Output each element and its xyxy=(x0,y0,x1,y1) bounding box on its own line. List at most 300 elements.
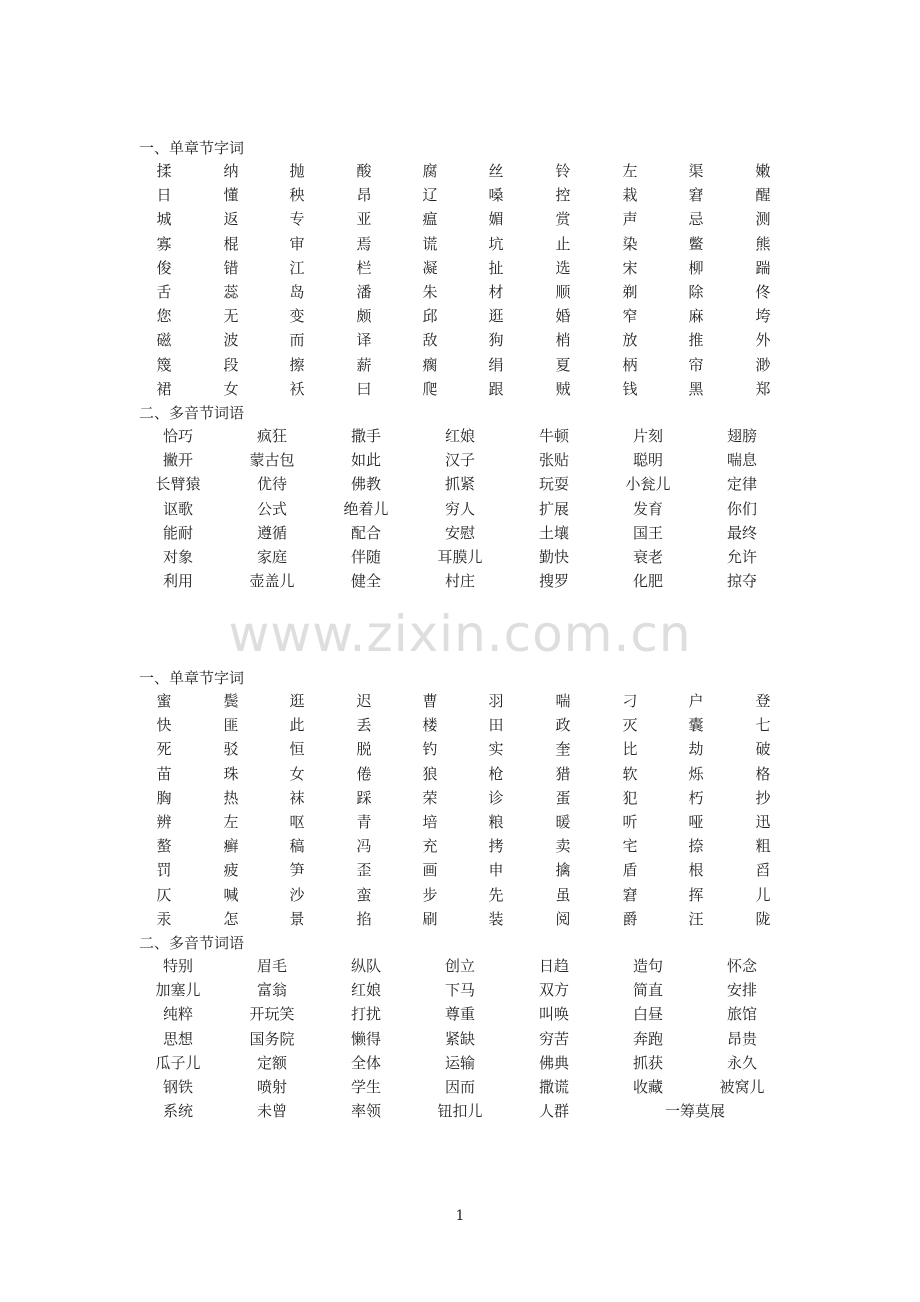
grid-cell: 迅 xyxy=(755,813,771,831)
grid-cell: 景 xyxy=(289,909,305,928)
grid-cell: 扯 xyxy=(488,258,504,277)
grid-cell: 国务院 xyxy=(249,1029,295,1048)
grid-cell: 变 xyxy=(289,307,305,326)
grid-cell: 喷射 xyxy=(256,1078,287,1096)
grid-cell: 富翁 xyxy=(256,981,287,1000)
grid-cell: 梢 xyxy=(555,331,571,350)
grid-cell: 城 xyxy=(156,210,172,229)
grid-cell: 选 xyxy=(555,258,571,277)
grid-cell: 喘 xyxy=(555,692,571,710)
grid-cell: 简直 xyxy=(632,981,663,1000)
grid-cell: 迟 xyxy=(356,692,372,710)
grid-cell: 格 xyxy=(755,764,771,783)
grid-cell: 佟 xyxy=(755,283,771,301)
grid-cell: 片刻 xyxy=(632,427,663,445)
grid-cell: 邱 xyxy=(422,307,438,326)
grid-cell: 疯狂 xyxy=(256,427,287,445)
grid-cell: 曰 xyxy=(356,379,372,398)
grid-cell: 女 xyxy=(223,379,239,398)
grid-cell: 瘸 xyxy=(422,355,438,374)
grid-cell: 麻 xyxy=(688,307,704,326)
grid-cell: 蛋 xyxy=(555,788,571,807)
grid-row xyxy=(0,861,920,881)
grid-cell: 罚 xyxy=(156,861,172,880)
grid-cell: 蒙古包 xyxy=(249,451,295,470)
grid-cell: 申 xyxy=(488,861,504,880)
grid-row xyxy=(0,524,920,544)
grid-cell: 舌 xyxy=(156,283,172,301)
grid-row xyxy=(0,548,920,568)
grid-cell: 你们 xyxy=(726,499,757,518)
grid-cell: 一筹莫展 xyxy=(664,1102,725,1121)
grid-cell: 掠夺 xyxy=(726,572,757,591)
grid-cell: 步 xyxy=(422,885,438,904)
grid-cell: 仄 xyxy=(156,885,172,904)
grid-cell: 翅膀 xyxy=(726,427,757,445)
grid-cell: 段 xyxy=(223,355,239,374)
grid-row xyxy=(0,427,920,447)
grid-cell: 奎 xyxy=(555,740,571,759)
grid-cell: 审 xyxy=(289,234,305,253)
grid-cell: 柳 xyxy=(688,258,704,277)
grid-cell: 焉 xyxy=(356,234,372,253)
grid-cell: 装 xyxy=(488,909,504,928)
grid-cell: 楼 xyxy=(422,716,438,735)
grid-cell: 敌 xyxy=(422,331,438,350)
grid-cell: 伴随 xyxy=(350,548,381,566)
grid-cell: 刁 xyxy=(622,692,638,710)
grid-cell: 比 xyxy=(622,740,638,759)
grid-cell: 疲 xyxy=(223,861,239,880)
grid-cell: 钢铁 xyxy=(162,1078,193,1096)
grid-cell: 匪 xyxy=(223,716,239,735)
grid-cell: 未曾 xyxy=(256,1102,287,1121)
page-number: 1 xyxy=(455,1208,465,1224)
grid-cell: 癣 xyxy=(223,837,239,856)
grid-cell: 挥 xyxy=(688,885,704,904)
grid-cell: 丝 xyxy=(488,162,504,180)
grid-row xyxy=(0,910,920,930)
grid-cell: 勤快 xyxy=(538,548,569,566)
grid-cell: 白昼 xyxy=(632,1005,663,1024)
grid-cell: 玩耍 xyxy=(538,475,569,494)
grid-cell: 波 xyxy=(223,331,239,350)
grid-cell: 郑 xyxy=(755,379,771,398)
grid-cell: 撒谎 xyxy=(538,1078,569,1096)
grid-cell: 爬 xyxy=(422,379,438,398)
grid-cell: 辽 xyxy=(422,186,438,205)
grid-cell: 佛典 xyxy=(538,1053,569,1072)
grid-cell: 脱 xyxy=(356,740,372,759)
grid-cell: 系统 xyxy=(162,1102,193,1121)
grid-cell: 栽 xyxy=(622,186,638,205)
grid-cell: 夏 xyxy=(555,355,571,374)
grid-cell: 左 xyxy=(223,813,239,831)
grid-row xyxy=(0,813,920,833)
grid-cell: 人群 xyxy=(538,1102,569,1121)
grid-cell: 劫 xyxy=(688,740,704,759)
grid-cell: 宋 xyxy=(622,258,638,277)
grid-cell: 热 xyxy=(223,788,239,807)
grid-cell: 篾 xyxy=(156,355,172,374)
grid-cell: 踩 xyxy=(356,788,372,807)
grid-cell: 颇 xyxy=(356,307,372,326)
grid-cell: 狼 xyxy=(422,764,438,783)
grid-cell: 因而 xyxy=(444,1078,475,1096)
grid-cell: 顺 xyxy=(555,283,571,301)
grid-cell: 软 xyxy=(622,764,638,783)
grid-row xyxy=(0,380,920,400)
grid-cell: 对象 xyxy=(162,548,193,566)
grid-row xyxy=(0,981,920,1001)
grid-cell: 安排 xyxy=(726,981,757,1000)
grid-cell: 醒 xyxy=(755,186,771,205)
grid-cell: 紧缺 xyxy=(444,1029,475,1048)
grid-cell: 腐 xyxy=(422,162,438,180)
grid-cell: 率领 xyxy=(350,1102,381,1121)
grid-cell: 稿 xyxy=(289,837,305,856)
grid-cell: 纳 xyxy=(223,162,239,180)
grid-cell: 家庭 xyxy=(256,548,287,566)
grid-cell: 先 xyxy=(488,885,504,904)
grid-cell: 女 xyxy=(289,764,305,783)
grid-cell: 穷苦 xyxy=(538,1029,569,1048)
grid-cell: 尊重 xyxy=(444,1005,475,1024)
grid-cell: 聪明 xyxy=(632,451,663,470)
grid-cell: 烁 xyxy=(688,764,704,783)
grid-cell: 盾 xyxy=(622,861,638,880)
grid-cell: 抛 xyxy=(289,162,305,180)
grid-cell: 丢 xyxy=(356,716,372,735)
grid-cell: 抄 xyxy=(755,788,771,807)
grid-cell: 朽 xyxy=(688,788,704,807)
grid-cell: 曹 xyxy=(422,692,438,710)
grid-cell: 暖 xyxy=(555,813,571,831)
grid-cell: 国王 xyxy=(632,523,663,542)
grid-cell: 擦 xyxy=(289,355,305,374)
grid-cell: 定律 xyxy=(726,475,757,494)
grid-cell: 歪 xyxy=(356,861,372,880)
grid-cell: 奔跑 xyxy=(632,1029,663,1048)
grid-cell: 无 xyxy=(223,307,239,326)
grid-cell: 窘 xyxy=(622,885,638,904)
grid-cell: 喘息 xyxy=(726,451,757,470)
grid-cell: 小瓮儿 xyxy=(625,475,671,494)
grid-cell: 渺 xyxy=(755,355,771,374)
grid-cell: 被窝儿 xyxy=(719,1078,765,1096)
grid-cell: 如此 xyxy=(350,451,381,470)
grid-cell: 磁 xyxy=(156,331,172,350)
grid-cell: 辨 xyxy=(156,813,172,831)
grid-row xyxy=(0,475,920,495)
grid-cell: 枪 xyxy=(488,764,504,783)
grid-row xyxy=(0,765,920,785)
grid-cell: 儿 xyxy=(755,885,771,904)
grid-cell: 汞 xyxy=(156,909,172,928)
grid-cell: 能耐 xyxy=(162,523,193,542)
grid-cell: 叫唤 xyxy=(538,1005,569,1024)
grid-cell: 俊 xyxy=(156,258,172,277)
grid-cell: 窄 xyxy=(622,307,638,326)
grid-cell: 岛 xyxy=(289,283,305,301)
grid-cell: 染 xyxy=(622,234,638,253)
grid-row xyxy=(0,692,920,712)
grid-cell: 赏 xyxy=(555,210,571,229)
grid-cell: 外 xyxy=(755,331,771,350)
grid-cell: 囊 xyxy=(688,716,704,735)
grid-cell: 薪 xyxy=(356,355,372,374)
grid-cell: 酸 xyxy=(356,162,372,180)
grid-cell: 拷 xyxy=(488,837,504,856)
grid-cell: 壶盖儿 xyxy=(249,572,295,591)
grid-cell: 画 xyxy=(422,861,438,880)
grid-row xyxy=(0,1078,920,1098)
grid-cell: 剃 xyxy=(622,283,638,301)
grid-cell: 全体 xyxy=(350,1053,381,1072)
grid-cell: 黑 xyxy=(688,379,704,398)
grid-cell: 珠 xyxy=(223,764,239,783)
grid-row xyxy=(0,886,920,906)
grid-cell: 材 xyxy=(488,283,504,301)
grid-cell: 捺 xyxy=(688,837,704,856)
grid-cell: 踹 xyxy=(755,258,771,277)
grid-cell: 村庄 xyxy=(444,572,475,591)
grid-cell: 冯 xyxy=(356,837,372,856)
grid-row xyxy=(0,235,920,255)
grid-cell: 陇 xyxy=(755,909,771,928)
grid-cell: 昂贵 xyxy=(726,1029,757,1048)
grid-row xyxy=(0,572,920,592)
grid-cell: 佛教 xyxy=(350,475,381,494)
grid-cell: 特别 xyxy=(162,957,193,975)
grid-cell: 媚 xyxy=(488,210,504,229)
grid-row xyxy=(0,1102,920,1122)
grid-cell: 健全 xyxy=(350,572,381,591)
grid-cell: 穷人 xyxy=(444,499,475,518)
grid-row xyxy=(0,259,920,279)
grid-cell: 坑 xyxy=(488,234,504,253)
grid-cell: 专 xyxy=(289,210,305,229)
grid-cell: 逛 xyxy=(289,692,305,710)
grid-cell: 优待 xyxy=(256,475,287,494)
grid-cell: 造句 xyxy=(632,957,663,975)
grid-cell: 运输 xyxy=(444,1053,475,1072)
grid-cell: 红娘 xyxy=(444,427,475,445)
grid-cell: 纯粹 xyxy=(162,1005,193,1024)
grid-cell: 充 xyxy=(422,837,438,856)
grid-cell: 加塞儿 xyxy=(155,981,201,1000)
grid-cell: 逛 xyxy=(488,307,504,326)
grid-cell: 听 xyxy=(622,813,638,831)
grid-cell: 忌 xyxy=(688,210,704,229)
grid-cell: 螯 xyxy=(156,837,172,856)
grid-cell: 开玩笑 xyxy=(249,1005,295,1024)
grid-cell: 垮 xyxy=(755,307,771,326)
grid-cell: 贼 xyxy=(555,379,571,398)
grid-cell: 创立 xyxy=(444,957,475,975)
grid-cell: 笋 xyxy=(289,861,305,880)
grid-cell: 渠 xyxy=(688,162,704,180)
grid-row xyxy=(0,283,920,303)
grid-cell: 返 xyxy=(223,210,239,229)
grid-cell: 您 xyxy=(156,307,172,326)
grid-cell: 潘 xyxy=(356,283,372,301)
grid-cell: 声 xyxy=(622,210,638,229)
grid-cell: 钱 xyxy=(622,379,638,398)
grid-cell: 耳膜儿 xyxy=(437,548,483,566)
grid-cell: 日趋 xyxy=(538,957,569,975)
grid-cell: 亚 xyxy=(356,210,372,229)
grid-cell: 蛮 xyxy=(356,885,372,904)
grid-cell: 撒手 xyxy=(350,427,381,445)
grid-cell: 实 xyxy=(488,740,504,759)
grid-cell: 江 xyxy=(289,258,305,277)
grid-cell: 红娘 xyxy=(350,981,381,1000)
grid-cell: 思想 xyxy=(162,1029,193,1048)
grid-cell: 寡 xyxy=(156,234,172,253)
grid-cell: 张贴 xyxy=(538,451,569,470)
grid-cell: 狗 xyxy=(488,331,504,350)
grid-cell: 眉毛 xyxy=(256,957,287,975)
grid-cell: 土壤 xyxy=(538,523,569,542)
grid-cell: 昂 xyxy=(356,186,372,205)
grid-cell: 牛顿 xyxy=(538,427,569,445)
grid-cell: 爵 xyxy=(622,909,638,928)
grid-cell: 蕊 xyxy=(223,283,239,301)
grid-cell: 倦 xyxy=(356,764,372,783)
grid-row xyxy=(0,957,920,977)
grid-cell: 粗 xyxy=(755,837,771,856)
grid-cell: 户 xyxy=(688,692,704,710)
grid-cell: 利用 xyxy=(162,572,193,591)
grid-cell: 袄 xyxy=(289,379,305,398)
grid-cell: 帘 xyxy=(688,355,704,374)
grid-row xyxy=(0,740,920,760)
grid-cell: 鳖 xyxy=(688,234,704,253)
grid-cell: 译 xyxy=(356,331,372,350)
grid-cell: 允许 xyxy=(726,548,757,566)
grid-cell: 错 xyxy=(223,258,239,277)
grid-cell: 窘 xyxy=(688,186,704,205)
grid-row xyxy=(0,837,920,857)
grid-row xyxy=(0,186,920,206)
grid-cell: 羽 xyxy=(488,692,504,710)
grid-cell: 搜罗 xyxy=(538,572,569,591)
grid-cell: 熊 xyxy=(755,234,771,253)
grid-cell: 驳 xyxy=(223,740,239,759)
grid-cell: 此 xyxy=(289,716,305,735)
grid-row xyxy=(0,210,920,230)
grid-cell: 根 xyxy=(688,861,704,880)
grid-cell: 登 xyxy=(755,692,771,710)
grid-cell: 栏 xyxy=(356,258,372,277)
grid-cell: 瓜子儿 xyxy=(155,1053,201,1072)
grid-cell: 青 xyxy=(356,813,372,831)
grid-cell: 配合 xyxy=(350,523,381,542)
grid-cell: 讴歌 xyxy=(162,499,193,518)
grid-cell: 汉子 xyxy=(444,451,475,470)
grid-cell: 恒 xyxy=(289,740,305,759)
watermark-text: www.zixin.com.cn xyxy=(228,605,692,663)
grid-cell: 擒 xyxy=(555,861,571,880)
grid-cell: 快 xyxy=(156,716,172,735)
grid-cell: 灭 xyxy=(622,716,638,735)
grid-cell: 柄 xyxy=(622,355,638,374)
grid-cell: 凝 xyxy=(422,258,438,277)
grid-cell: 田 xyxy=(488,716,504,735)
grid-cell: 止 xyxy=(555,234,571,253)
grid-cell: 喊 xyxy=(223,885,239,904)
grid-cell: 掐 xyxy=(356,909,372,928)
grid-row xyxy=(0,307,920,327)
grid-cell: 收藏 xyxy=(632,1078,663,1096)
grid-row xyxy=(0,716,920,736)
section-heading-multi: 二、多音节词语 xyxy=(139,934,245,952)
grid-cell: 嗓 xyxy=(488,186,504,205)
grid-cell: 测 xyxy=(755,210,771,229)
grid-cell: 放 xyxy=(622,331,638,350)
grid-cell: 刷 xyxy=(422,909,438,928)
grid-cell: 婚 xyxy=(555,307,571,326)
grid-cell: 苗 xyxy=(156,764,172,783)
grid-cell: 钓 xyxy=(422,740,438,759)
grid-cell: 犯 xyxy=(622,788,638,807)
grid-cell: 绝着儿 xyxy=(343,499,389,518)
grid-row xyxy=(0,1005,920,1025)
section-heading-multi: 二、多音节词语 xyxy=(139,404,245,422)
grid-cell: 哑 xyxy=(688,813,704,831)
grid-cell: 汪 xyxy=(688,909,704,928)
grid-cell: 粮 xyxy=(488,813,504,831)
grid-cell: 最终 xyxy=(726,523,757,542)
grid-cell: 宅 xyxy=(622,837,638,856)
grid-cell: 抓紧 xyxy=(444,475,475,494)
grid-cell: 永久 xyxy=(726,1053,757,1072)
section-heading-single: 一、单章节字词 xyxy=(139,139,245,157)
grid-cell: 发育 xyxy=(632,499,663,518)
grid-cell: 铃 xyxy=(555,162,571,180)
grid-cell: 日 xyxy=(156,186,172,205)
grid-cell: 扩展 xyxy=(538,499,569,518)
grid-cell: 破 xyxy=(755,740,771,759)
grid-cell: 公式 xyxy=(256,499,287,518)
grid-row xyxy=(0,1030,920,1050)
grid-cell: 钮扣儿 xyxy=(437,1102,483,1121)
grid-row xyxy=(0,331,920,351)
grid-cell: 七 xyxy=(755,716,771,735)
grid-cell: 而 xyxy=(289,331,305,350)
grid-row xyxy=(0,500,920,520)
grid-row xyxy=(0,451,920,471)
grid-cell: 懒得 xyxy=(350,1029,381,1048)
grid-cell: 鬓 xyxy=(223,692,239,710)
grid-cell: 舀 xyxy=(755,861,771,880)
grid-cell: 瘟 xyxy=(422,210,438,229)
grid-cell: 恰巧 xyxy=(162,427,193,445)
grid-cell: 嫩 xyxy=(755,162,771,180)
grid-cell: 学生 xyxy=(350,1078,381,1096)
grid-cell: 虽 xyxy=(555,885,571,904)
grid-cell: 蜜 xyxy=(156,692,172,710)
grid-cell: 沙 xyxy=(289,885,305,904)
grid-cell: 猎 xyxy=(555,764,571,783)
grid-cell: 化肥 xyxy=(632,572,663,591)
grid-cell: 遵循 xyxy=(256,523,287,542)
grid-cell: 政 xyxy=(555,716,571,735)
grid-cell: 下马 xyxy=(444,981,475,1000)
grid-cell: 定额 xyxy=(256,1053,287,1072)
grid-cell: 诊 xyxy=(488,788,504,807)
